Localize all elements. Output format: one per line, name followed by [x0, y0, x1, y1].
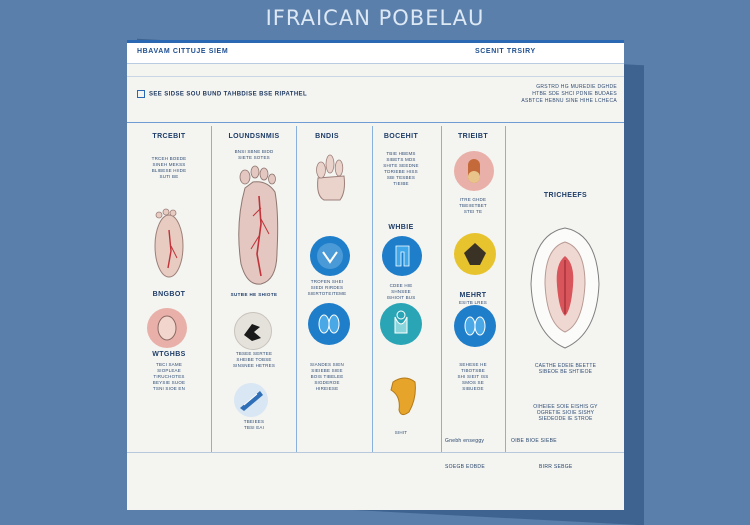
column-text: SIHIT	[394, 430, 408, 435]
column-label: WTGHBS	[152, 351, 186, 358]
footer-divider	[127, 452, 624, 453]
column-text: TROFEN SHEI SIEDI RIRDES SIERTOTEITEME	[307, 279, 347, 296]
note-line: ASBTCE HEBNU SINE HIHE LCHECA	[521, 98, 617, 104]
column-text: ESITB LRES	[458, 300, 487, 305]
column-title: BOCEHIT	[383, 133, 419, 140]
checkbox-icon	[137, 90, 145, 98]
bone-icon	[380, 303, 422, 345]
column-text: CDEE HIE SHNSEE ISHIOIT BUS	[386, 283, 416, 300]
column-text: ITRE GHDE TBEIIETBET STEI TE	[459, 197, 487, 214]
column-title: TRIEIBT	[457, 133, 489, 140]
header-left-title: HBAVAM CITTUJE SIEM	[137, 48, 229, 55]
capsule-icon	[310, 236, 350, 276]
poster-sheet	[127, 40, 624, 510]
section-divider	[127, 122, 624, 123]
column-label: SUTBE HE SHIOTE	[230, 292, 278, 297]
foot-sole-icon	[149, 206, 189, 280]
leaf-icon	[308, 303, 350, 345]
capsule-icon	[454, 151, 494, 191]
right-panel-title: TRICHEEFS	[543, 192, 588, 199]
column-title: BNDIS	[315, 133, 339, 140]
column-text: BNSI SBNE BIDD SIETE SOTES	[234, 149, 274, 160]
column-text: TBCI SAME SIOPLEAE TIRUCHOTES BEYSIE SUOE TSNI SIOE EN	[152, 362, 186, 391]
sandal-icon	[382, 236, 422, 276]
column-text: TBIE HBEMS SIBETS MDS SHITE SEEDNE TDRIEBE HISS SBI TESBES TIEIBE	[383, 151, 419, 186]
foot-veins-icon	[231, 164, 285, 288]
shield-icon	[234, 312, 272, 350]
footer-text: OIBE BIOE SIEBE	[511, 438, 557, 444]
column-label: WHBIE	[388, 224, 414, 231]
right-panel-text: OIHEIEE SOIE EISHIS GY OGRETIE SIOIE SISHY SIEDEODE IE STROE	[533, 404, 598, 422]
column-label: MEHRT	[459, 292, 487, 299]
column-text: TRCEH BOEDE SINEH MEKSS BLIBESE HIIDE SUTI BE	[151, 156, 187, 179]
notes-block	[437, 84, 617, 105]
footer-text: BIRR SEBGE	[539, 464, 573, 470]
sole-cross-section-icon	[525, 224, 605, 354]
column-text: TBSEE SERTEE SHEIBE TOBSE SINSNEE HETRES	[232, 351, 276, 368]
shield-icon	[454, 233, 496, 275]
blade-icon	[234, 383, 268, 417]
header-right-title: SCENIT TRSIRY	[475, 48, 536, 55]
toes-icon	[310, 148, 350, 204]
column-text: SIANDES SIEN SIEIEBE SIEE BOIS TIBELEE SIGDEROE HIREIESE	[310, 362, 344, 391]
heel-bone-icon	[387, 374, 421, 420]
leaf-icon	[454, 305, 496, 347]
column-title: LOUNDSNMIS	[228, 133, 280, 140]
heel-pad-icon	[147, 308, 187, 348]
note-line: GRSTRD HG MUREDIE DGHDE	[536, 84, 617, 90]
column-label: BNGBOT	[152, 291, 186, 298]
column-text: SEHESE HE TIBOTSBE SHI SIEIT ISS SMOS SE SIBUEOE	[457, 362, 489, 391]
footer-text: SOEGB EOBDE	[445, 464, 485, 470]
divider	[127, 76, 624, 77]
page-title: IFRAICAN POBELAU	[265, 6, 485, 30]
sheet-header	[127, 40, 624, 64]
intro-text: SEE SIDSE SOU BUND TAHBDISE BSE RIPATHEL	[149, 91, 308, 98]
column-title: TRCEBIT	[152, 133, 186, 140]
footer-text: Gnebh enseggy	[445, 438, 485, 444]
note-line: HTBE SDE SHCI PDNIE BUDAES	[532, 91, 617, 97]
column-text: TBEIEES TBSI EAI	[243, 419, 265, 430]
intro-line	[137, 90, 307, 98]
right-panel-text: CAETHE EDEIE BEETTE SIBEOE BE SHTIEOE	[534, 363, 597, 375]
